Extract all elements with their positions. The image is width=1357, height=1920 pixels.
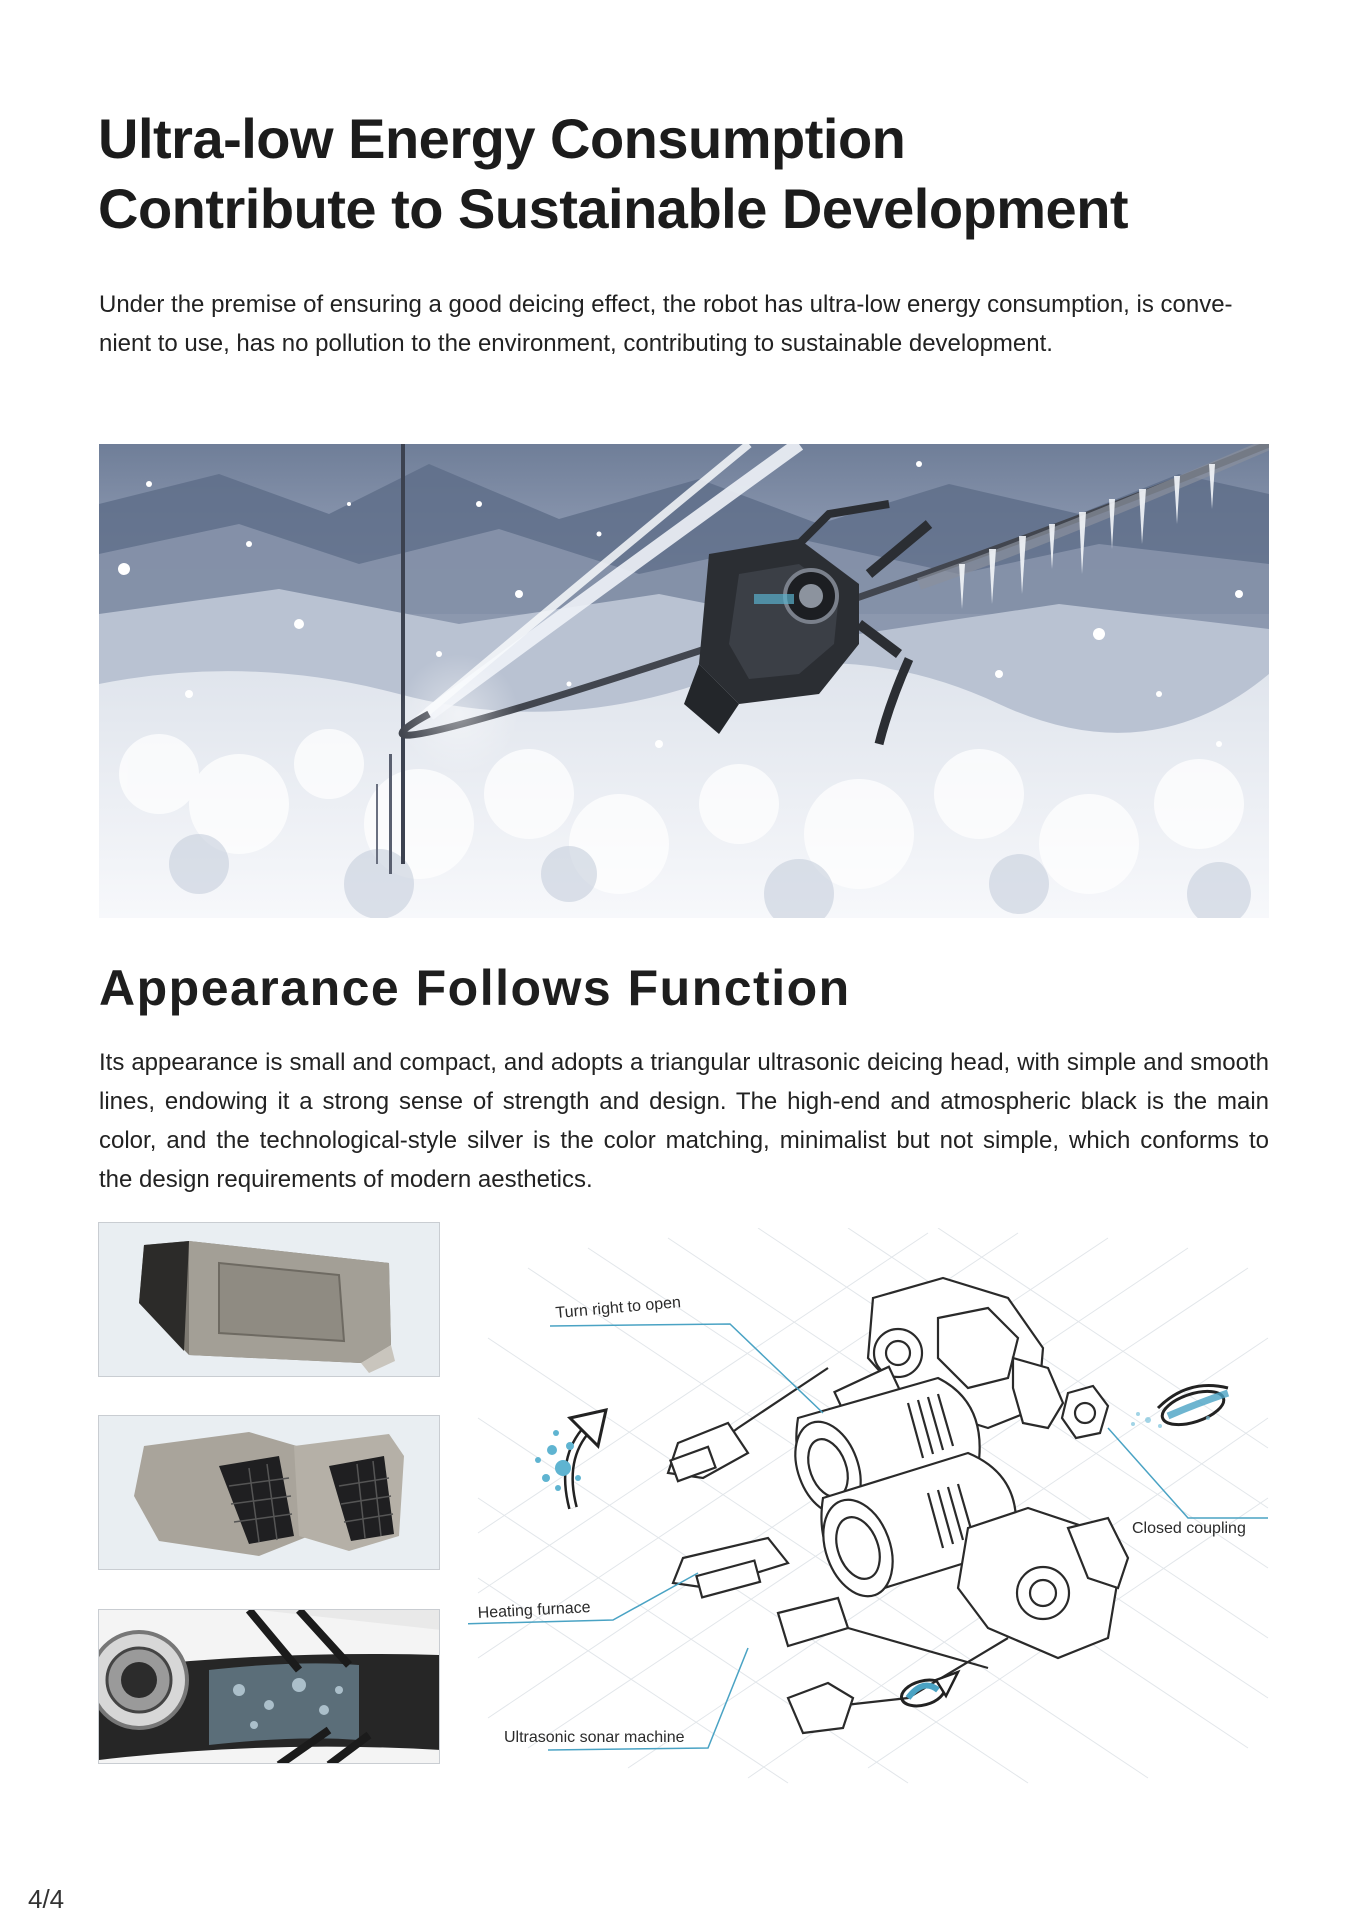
hero-illustration (99, 444, 1269, 918)
hero-image-snow-robot (99, 444, 1269, 918)
body-line: Under the premise of ensuring a good deicing effect, the robot has ultra-low energy consumption, is conve- (99, 291, 1233, 318)
body-line: Its appearance is small and compact, and adopts a triangular ultrasonic deicing head, with simple and smooth (99, 1049, 1269, 1076)
exploded-diagram (468, 1228, 1288, 1788)
body-line: lines, endowing it a strong sense of strength and design. The high-end and atmospheric black is the main (99, 1088, 1269, 1115)
section-title-appearance: Appearance Follows Function (99, 960, 851, 1016)
swirl-arrow-icon (899, 1672, 958, 1710)
cable-render (99, 1610, 440, 1764)
detail-image-grids (98, 1415, 440, 1570)
body-line: color, and the technological-style silver is the color matching, minimalist but not simple, which conforms to (99, 1127, 1269, 1154)
page-number: 4/4 (28, 1884, 65, 1914)
section-title-line: Contribute to Sustainable Development (98, 177, 1129, 240)
grid-render (99, 1416, 440, 1570)
body-line: the design requirements of modern aesthetics. (99, 1166, 593, 1193)
section-title-energy (98, 104, 1258, 244)
head-render (99, 1223, 440, 1377)
section-body-appearance (99, 1043, 1269, 1199)
body-line: nient to use, has no pollution to the environment, contributing to sustainable development. (99, 330, 1053, 357)
label-turn-right: Turn right to open (554, 1294, 682, 1322)
label-closed-coupling: Closed coupling (1132, 1520, 1246, 1537)
detail-image-cable (98, 1609, 440, 1764)
swirl-arrow-icon (1131, 1385, 1228, 1431)
diagram-svg (468, 1228, 1288, 1788)
section-title-line: Ultra-low Energy Consumption (98, 107, 906, 170)
detail-image-head (98, 1222, 440, 1377)
label-heating-furnace: Heating furnace (477, 1599, 592, 1622)
rotate-arrow-icon (535, 1410, 606, 1508)
label-sonar: Ultrasonic sonar machine (504, 1729, 685, 1746)
section-body-energy (99, 285, 1269, 363)
